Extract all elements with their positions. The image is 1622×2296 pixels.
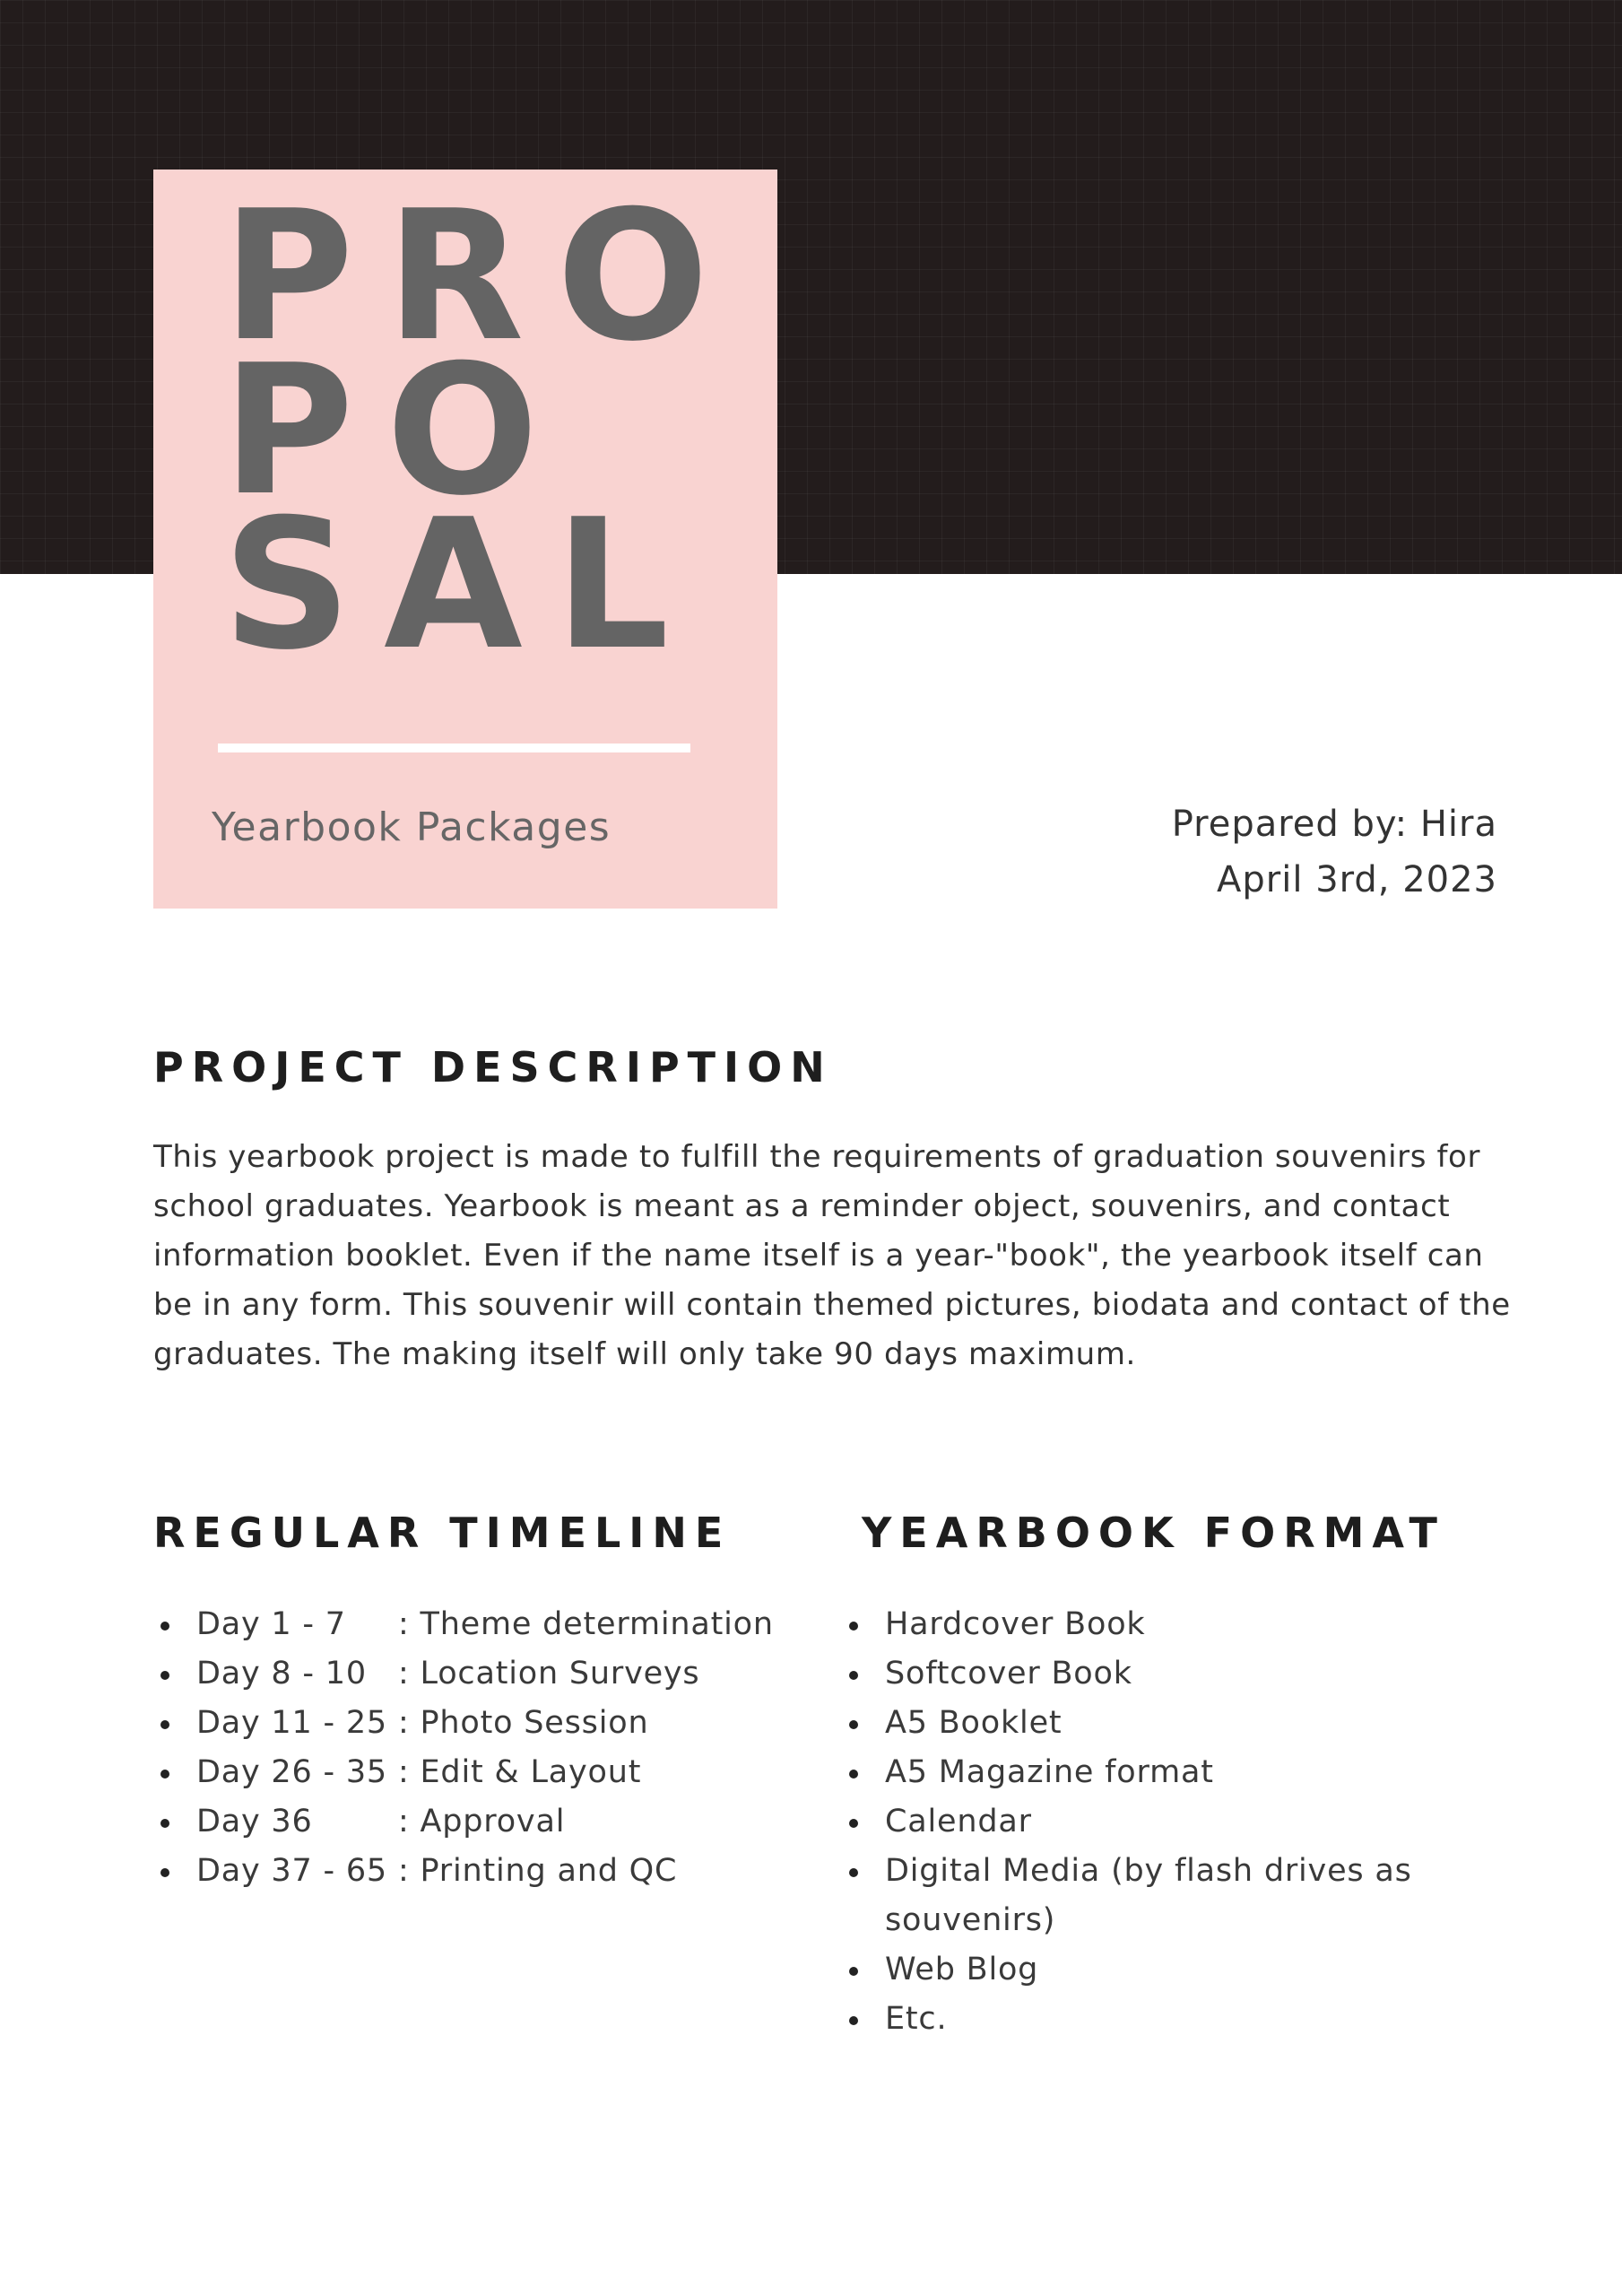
timeline-day: Day 11 - 25 [196, 1705, 387, 1741]
timeline-task: : Photo Session [398, 1705, 649, 1741]
timeline-day: Day 26 - 35 [196, 1754, 387, 1790]
timeline-list [153, 1600, 817, 1896]
timeline-task: : Approval [398, 1804, 566, 1839]
timeline-day: Day 8 - 10 [196, 1656, 367, 1692]
timeline-day: Day 36 [196, 1804, 313, 1839]
timeline-item [153, 1699, 817, 1748]
timeline-item [153, 1649, 817, 1699]
timeline-task: : Theme determination [398, 1606, 774, 1642]
format-item: A5 Booklet [842, 1699, 1470, 1748]
format-item: Web Blog [842, 1945, 1470, 1995]
format-item: Softcover Book [842, 1649, 1470, 1699]
format-item: Digital Media (by flash drives as souvenirs) [842, 1847, 1470, 1945]
regular-timeline-heading: REGULAR TIMELINE [153, 1509, 732, 1557]
format-list [842, 1600, 1470, 2044]
proposal-title [222, 172, 742, 690]
prepared-by: Prepared by: Hira [1171, 804, 1497, 845]
timeline-task: : Location Surveys [398, 1656, 700, 1692]
title-divider [218, 744, 690, 752]
format-item: A5 Magazine format [842, 1748, 1470, 1797]
project-description-heading: PROJECT DESCRIPTION [153, 1043, 833, 1091]
title-line: PO [222, 326, 571, 535]
timeline-day: Day 37 - 65 [196, 1853, 387, 1889]
timeline-item [153, 1600, 817, 1649]
title-line: SAL [222, 481, 702, 690]
title-line: PRO [222, 172, 742, 381]
timeline-day: Day 1 - 7 [196, 1606, 346, 1642]
yearbook-format-heading: YEARBOOK FORMAT [862, 1509, 1445, 1557]
timeline-item [153, 1748, 817, 1797]
prepared-block [1172, 796, 1497, 908]
format-item: Etc. [842, 1995, 1470, 2044]
subtitle: Yearbook Packages [212, 804, 612, 850]
format-item: Calendar [842, 1797, 1470, 1847]
format-item: Hardcover Book [842, 1600, 1470, 1649]
timeline-task: : Printing and QC [398, 1853, 678, 1889]
timeline-item [153, 1847, 817, 1896]
title-card [153, 170, 777, 909]
timeline-item [153, 1797, 817, 1847]
timeline-task: : Edit & Layout [398, 1754, 642, 1790]
prepared-date: April 3rd, 2023 [1217, 859, 1497, 900]
project-description-text: This yearbook project is made to fulfill the requirements of graduation souvenirs for school graduates. Yearbook is meant as a reminder object, souvenirs, and contact information booklet. Even if the name itself is a year-"book", the yearbook itself can be in any form. This souvenir will contain themed pictures, biodata and contact of the graduates. The making itself will only take 90 days maximum. [153, 1139, 1511, 1372]
